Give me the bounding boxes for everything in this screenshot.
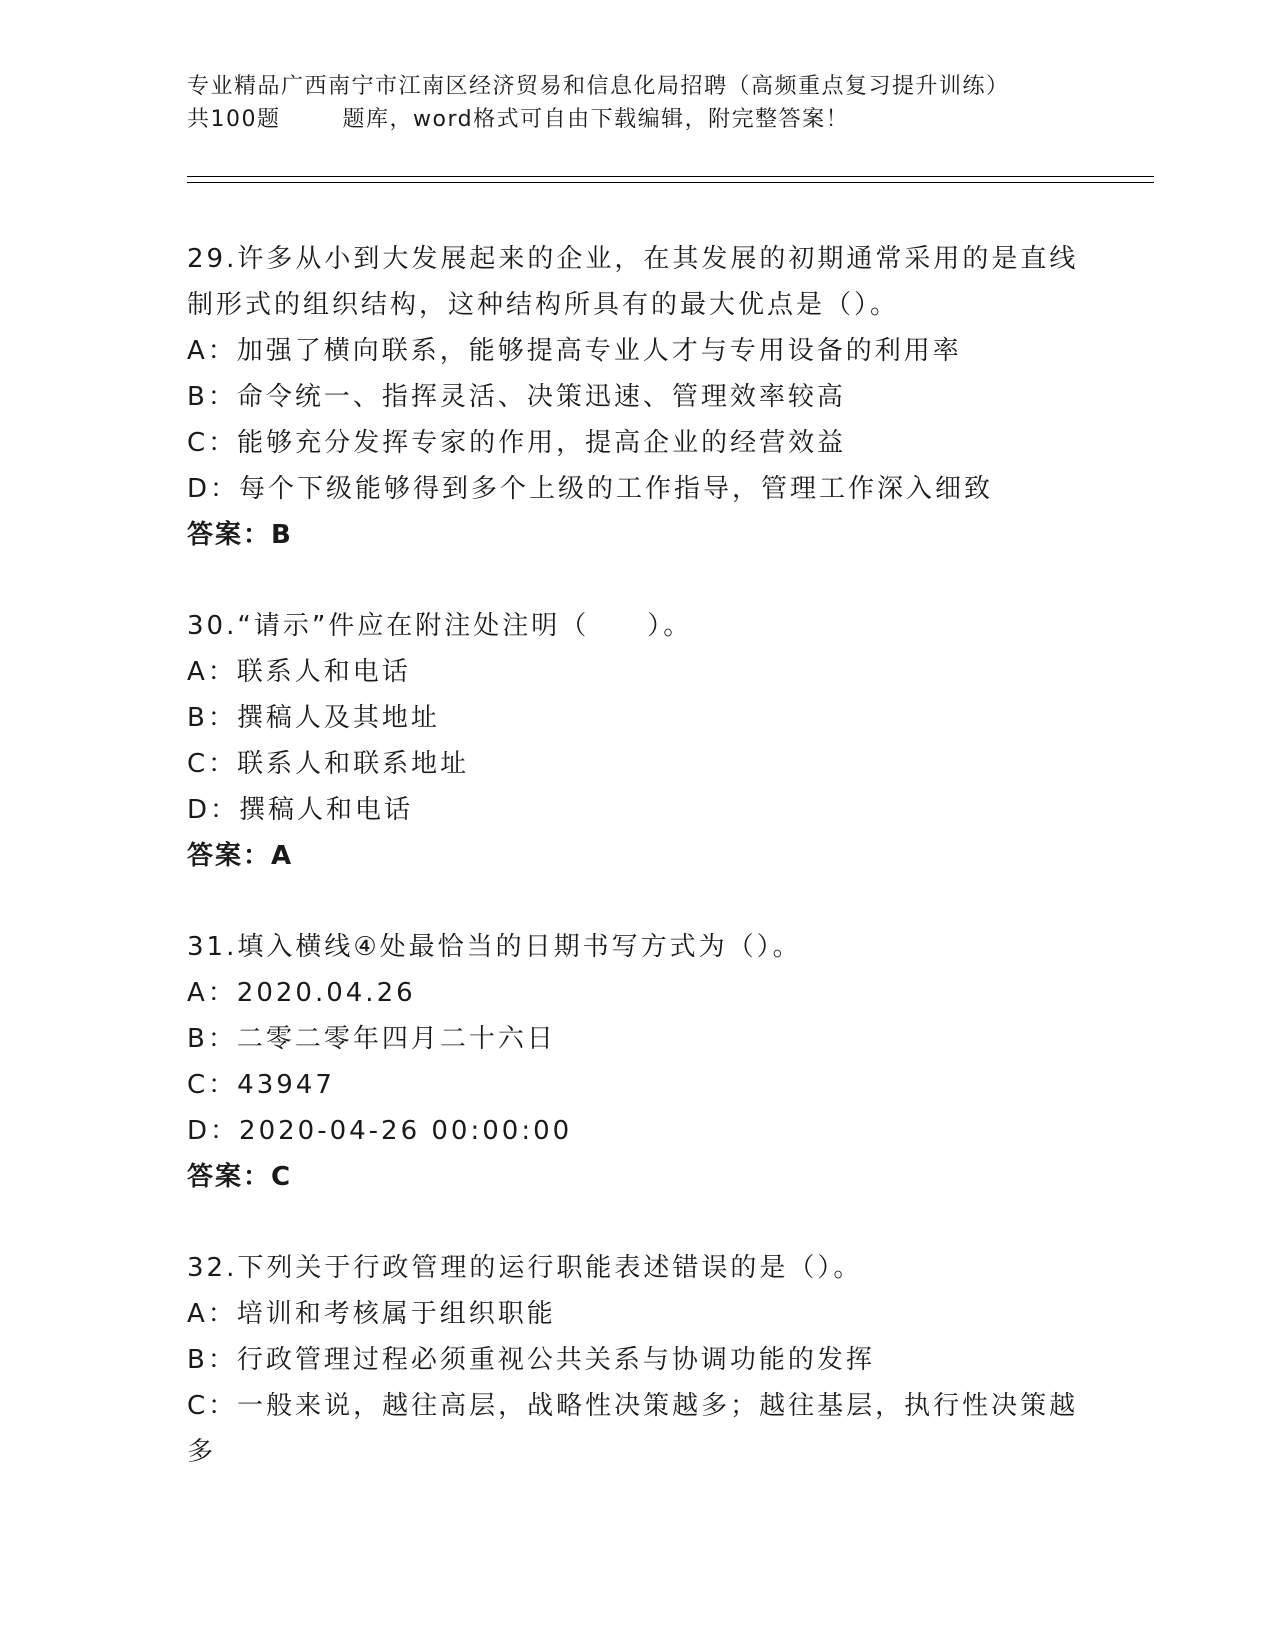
question-29 [187, 236, 1087, 558]
option-b: B：二零二零年四月二十六日 [187, 1024, 556, 1054]
option-a: A：培训和考核属于组织职能 [187, 1299, 556, 1329]
header-divider-top [187, 176, 1154, 177]
answer-label: 答案：C [187, 1162, 293, 1192]
answer-label: 答案：B [187, 520, 293, 550]
question-stem: 29.许多从小到大发展起来的企业，在其发展的初期通常采用的是直线 [187, 244, 1079, 274]
question-list [187, 236, 1087, 1520]
option-b: B：撰稿人及其地址 [187, 703, 440, 733]
question-stem: 32.下列关于行政管理的运行职能表述错误的是（）。 [187, 1253, 863, 1283]
document-header [187, 70, 1087, 136]
option-a: A：联系人和电话 [187, 657, 411, 687]
header-divider-bottom [187, 182, 1154, 183]
question-stem: 30.“请示”件应在附注处注明（ ）。 [187, 611, 693, 641]
question-32 [187, 1245, 1087, 1475]
question-count: 共100题 [187, 107, 281, 132]
question-stem-continued: 制形式的组织结构，这种结构所具有的最大优点是（）。 [187, 290, 900, 320]
option-c: C：能够充分发挥专家的作用，提高企业的经营效益 [187, 428, 847, 458]
answer-label: 答案：A [187, 841, 294, 871]
option-b: B：命令统一、指挥灵活、决策迅速、管理效率较高 [187, 382, 846, 412]
option-c: C：联系人和联系地址 [187, 749, 470, 779]
option-b: B：行政管理过程必须重视公共关系与协调功能的发挥 [187, 1345, 875, 1375]
header-note: 题库，word格式可自由下载编辑，附完整答案！ [342, 107, 850, 132]
question-31 [187, 924, 1087, 1200]
option-a: A：加强了横向联系，能够提高专业人才与专用设备的利用率 [187, 336, 962, 366]
option-d: D：每个下级能够得到多个上级的工作指导，管理工作深入细致 [187, 474, 994, 504]
option-c: C：43947 [187, 1070, 335, 1100]
option-a: A：2020.04.26 [187, 978, 416, 1008]
option-c: C：一般来说，越往高层，战略性决策越多；越往基层，执行性决策越 [187, 1391, 1079, 1421]
option-d: D：2020-04-26 00:00:00 [187, 1116, 573, 1146]
option-c-continued: 多 [187, 1437, 217, 1467]
header-title: 专业精品广西南宁市江南区经济贸易和信息化局招聘（高频重点复习提升训练） [187, 74, 1010, 99]
header-subtitle [187, 103, 1087, 136]
option-d: D：撰稿人和电话 [187, 795, 414, 825]
question-stem: 31.填入横线④处最恰当的日期书写方式为（）。 [187, 932, 802, 962]
question-30 [187, 603, 1087, 879]
